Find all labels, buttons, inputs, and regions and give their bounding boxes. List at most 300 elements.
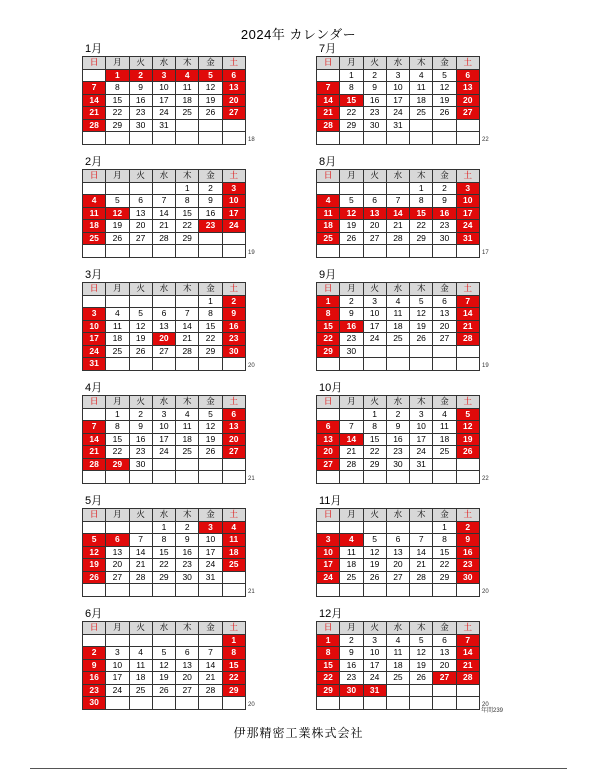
weekday-header: 金	[433, 283, 456, 296]
weekday-header: 月	[106, 283, 129, 296]
holiday-cell: 6	[317, 421, 340, 434]
day-cell: 23	[364, 107, 387, 120]
day-cell: 4	[130, 647, 153, 660]
empty-cell	[317, 697, 340, 710]
holiday-cell: 30	[83, 697, 106, 710]
week-row	[317, 421, 480, 434]
weekday-header-row	[83, 283, 246, 296]
holiday-cell: 1	[317, 296, 340, 309]
week-row	[83, 635, 246, 648]
day-cell: 8	[433, 534, 456, 547]
day-cell: 22	[176, 220, 199, 233]
empty-cell	[176, 358, 199, 371]
week-row	[83, 697, 246, 710]
empty-cell	[340, 183, 363, 196]
day-cell: 14	[199, 660, 222, 673]
holiday-cell: 22	[317, 333, 340, 346]
weekday-header-row	[83, 57, 246, 70]
empty-cell	[410, 584, 433, 597]
empty-cell	[153, 183, 176, 196]
day-cell: 12	[130, 321, 153, 334]
empty-cell	[83, 635, 106, 648]
day-cell: 30	[130, 120, 153, 133]
day-cell: 5	[106, 195, 129, 208]
empty-cell	[106, 296, 129, 309]
holiday-cell: 3	[83, 308, 106, 321]
weekday-header-row	[317, 509, 480, 522]
weekday-header: 月	[340, 57, 363, 70]
holiday-cell: 14	[457, 308, 480, 321]
month-block	[82, 382, 255, 484]
empty-cell	[223, 697, 246, 710]
holiday-cell: 13	[457, 82, 480, 95]
working-day-count: 19	[482, 363, 489, 369]
week-row	[83, 245, 246, 258]
week-row	[83, 534, 246, 547]
day-cell: 25	[410, 107, 433, 120]
empty-cell	[130, 584, 153, 597]
weekday-header: 土	[223, 622, 246, 635]
month-block	[82, 608, 255, 710]
day-cell: 24	[364, 672, 387, 685]
holiday-cell: 11	[223, 534, 246, 547]
empty-cell	[199, 358, 222, 371]
holiday-cell: 18	[223, 547, 246, 560]
working-day-count: 20	[482, 702, 489, 708]
day-cell: 19	[340, 220, 363, 233]
weekday-header: 水	[153, 57, 176, 70]
day-cell: 17	[364, 660, 387, 673]
day-cell: 7	[130, 534, 153, 547]
empty-cell	[410, 522, 433, 535]
empty-cell	[153, 132, 176, 145]
day-cell: 13	[130, 208, 153, 221]
empty-cell	[199, 245, 222, 258]
empty-cell	[176, 245, 199, 258]
holiday-cell: 30	[223, 346, 246, 359]
weekday-header-row	[317, 170, 480, 183]
empty-cell	[199, 635, 222, 648]
day-cell: 16	[364, 95, 387, 108]
day-cell: 10	[364, 308, 387, 321]
day-cell: 24	[410, 446, 433, 459]
weekday-header: 月	[340, 396, 363, 409]
day-cell: 21	[410, 559, 433, 572]
day-cell: 27	[153, 346, 176, 359]
day-cell: 26	[364, 572, 387, 585]
weekday-header-row	[317, 396, 480, 409]
day-cell: 26	[130, 346, 153, 359]
day-cell: 25	[340, 572, 363, 585]
holiday-cell: 2	[457, 522, 480, 535]
day-cell: 11	[340, 547, 363, 560]
weekday-header: 木	[410, 509, 433, 522]
empty-cell	[433, 697, 456, 710]
week-row	[83, 95, 246, 108]
day-cell: 18	[106, 333, 129, 346]
weekday-header: 日	[83, 57, 106, 70]
weekday-header: 火	[364, 622, 387, 635]
week-row	[317, 572, 480, 585]
day-cell: 4	[410, 70, 433, 83]
empty-cell	[176, 132, 199, 145]
day-cell: 14	[176, 321, 199, 334]
week-row	[83, 120, 246, 133]
weekday-header-row	[83, 622, 246, 635]
day-cell: 1	[153, 522, 176, 535]
holiday-cell: 10	[317, 547, 340, 560]
month-label: 7月	[319, 43, 337, 55]
week-row	[317, 471, 480, 484]
holiday-cell: 10	[457, 195, 480, 208]
day-cell: 13	[153, 321, 176, 334]
day-cell: 29	[106, 120, 129, 133]
day-cell: 26	[199, 107, 222, 120]
holiday-cell: 21	[317, 107, 340, 120]
week-row	[83, 471, 246, 484]
day-cell: 22	[106, 446, 129, 459]
week-row	[317, 333, 480, 346]
day-cell: 16	[340, 660, 363, 673]
day-cell: 12	[199, 421, 222, 434]
day-cell: 20	[433, 660, 456, 673]
empty-cell	[364, 697, 387, 710]
holiday-cell: 20	[153, 333, 176, 346]
empty-cell	[317, 471, 340, 484]
day-cell: 18	[387, 321, 410, 334]
weekday-header: 火	[130, 622, 153, 635]
day-cell: 27	[364, 233, 387, 246]
weekday-header: 水	[387, 622, 410, 635]
day-cell: 9	[130, 421, 153, 434]
day-cell: 17	[106, 672, 129, 685]
empty-cell	[130, 358, 153, 371]
weekday-header: 金	[199, 509, 222, 522]
holiday-cell: 3	[223, 183, 246, 196]
day-cell: 16	[387, 434, 410, 447]
day-cell: 11	[433, 421, 456, 434]
holiday-cell: 3	[457, 183, 480, 196]
day-cell: 7	[387, 195, 410, 208]
empty-cell	[317, 409, 340, 422]
empty-cell	[223, 233, 246, 246]
week-row	[83, 522, 246, 535]
week-row	[317, 647, 480, 660]
empty-cell	[130, 522, 153, 535]
day-cell: 3	[153, 409, 176, 422]
empty-cell	[457, 584, 480, 597]
day-cell: 15	[106, 95, 129, 108]
empty-cell	[176, 635, 199, 648]
empty-cell	[317, 132, 340, 145]
week-row	[83, 233, 246, 246]
empty-cell	[364, 584, 387, 597]
day-cell: 2	[176, 522, 199, 535]
empty-cell	[199, 233, 222, 246]
holiday-cell: 27	[317, 459, 340, 472]
day-cell: 13	[176, 660, 199, 673]
empty-cell	[83, 522, 106, 535]
day-cell: 18	[130, 672, 153, 685]
weekday-header: 木	[176, 283, 199, 296]
holiday-cell: 21	[457, 321, 480, 334]
working-day-count: 21	[248, 589, 255, 595]
weekday-header: 水	[387, 170, 410, 183]
week-row	[83, 547, 246, 560]
day-cell: 25	[130, 685, 153, 698]
day-cell: 5	[153, 647, 176, 660]
holiday-cell: 18	[317, 220, 340, 233]
empty-cell	[410, 685, 433, 698]
day-cell: 6	[176, 647, 199, 660]
week-row	[83, 647, 246, 660]
day-cell: 23	[433, 220, 456, 233]
holiday-cell: 31	[364, 685, 387, 698]
day-cell: 22	[433, 559, 456, 572]
working-day-count: 17	[482, 250, 489, 256]
day-cell: 27	[106, 572, 129, 585]
empty-cell	[223, 120, 246, 133]
holiday-cell: 14	[340, 434, 363, 447]
week-row	[83, 685, 246, 698]
month-label: 5月	[85, 495, 103, 507]
week-row	[83, 409, 246, 422]
day-cell: 5	[199, 409, 222, 422]
month-grid	[82, 56, 246, 145]
empty-cell	[106, 635, 129, 648]
holiday-cell: 28	[83, 459, 106, 472]
empty-cell	[153, 471, 176, 484]
holiday-cell: 20	[457, 95, 480, 108]
day-cell: 18	[433, 434, 456, 447]
holiday-cell: 17	[457, 208, 480, 221]
empty-cell	[223, 358, 246, 371]
weekday-header-row	[317, 622, 480, 635]
week-row	[317, 409, 480, 422]
holiday-cell: 31	[457, 233, 480, 246]
weekday-header: 金	[199, 283, 222, 296]
empty-cell	[153, 459, 176, 472]
month-block	[316, 608, 489, 710]
weekday-header: 日	[317, 57, 340, 70]
month-label: 2月	[85, 156, 103, 168]
holiday-cell: 8	[223, 647, 246, 660]
weekday-header: 木	[410, 622, 433, 635]
weekday-header: 水	[153, 509, 176, 522]
month-grid	[316, 56, 480, 145]
day-cell: 27	[130, 233, 153, 246]
day-cell: 2	[340, 296, 363, 309]
week-row	[317, 183, 480, 196]
week-row	[83, 296, 246, 309]
weekday-header: 火	[130, 396, 153, 409]
holiday-cell: 15	[317, 321, 340, 334]
weekday-header: 金	[199, 396, 222, 409]
empty-cell	[317, 245, 340, 258]
day-cell: 17	[410, 434, 433, 447]
day-cell: 12	[153, 660, 176, 673]
day-cell: 16	[130, 434, 153, 447]
week-row	[83, 82, 246, 95]
day-cell: 20	[433, 321, 456, 334]
day-cell: 2	[340, 635, 363, 648]
day-cell: 15	[153, 547, 176, 560]
day-cell: 25	[433, 446, 456, 459]
day-cell: 8	[410, 195, 433, 208]
holiday-cell: 1	[223, 635, 246, 648]
empty-cell	[317, 70, 340, 83]
week-row	[317, 107, 480, 120]
empty-cell	[433, 584, 456, 597]
weekday-header: 金	[433, 57, 456, 70]
holiday-cell: 1	[106, 70, 129, 83]
month-block	[82, 156, 255, 258]
day-cell: 28	[410, 572, 433, 585]
day-cell: 13	[387, 547, 410, 560]
weekday-header: 土	[457, 57, 480, 70]
month-grid	[316, 282, 480, 371]
day-cell: 24	[364, 333, 387, 346]
holiday-cell: 27	[457, 107, 480, 120]
empty-cell	[340, 132, 363, 145]
day-cell: 31	[410, 459, 433, 472]
day-cell: 22	[199, 333, 222, 346]
week-row	[317, 534, 480, 547]
holiday-cell: 17	[223, 208, 246, 221]
empty-cell	[223, 245, 246, 258]
week-row	[83, 434, 246, 447]
day-cell: 21	[153, 220, 176, 233]
day-cell: 13	[433, 647, 456, 660]
empty-cell	[83, 132, 106, 145]
weekday-header: 月	[106, 396, 129, 409]
day-cell: 6	[153, 308, 176, 321]
day-cell: 24	[106, 685, 129, 698]
week-row	[317, 660, 480, 673]
day-cell: 10	[387, 82, 410, 95]
empty-cell	[340, 471, 363, 484]
day-cell: 16	[130, 95, 153, 108]
empty-cell	[387, 358, 410, 371]
day-cell: 29	[153, 572, 176, 585]
day-cell: 8	[106, 421, 129, 434]
day-cell: 26	[340, 233, 363, 246]
day-cell: 22	[106, 107, 129, 120]
day-cell: 15	[176, 208, 199, 221]
holiday-cell: 9	[223, 308, 246, 321]
holiday-cell: 24	[223, 220, 246, 233]
holiday-cell: 7	[317, 82, 340, 95]
weekday-header: 木	[176, 509, 199, 522]
weekday-header: 木	[410, 283, 433, 296]
weekday-header: 金	[199, 57, 222, 70]
empty-cell	[106, 522, 129, 535]
day-cell: 11	[176, 82, 199, 95]
holiday-cell: 29	[223, 685, 246, 698]
day-cell: 29	[176, 233, 199, 246]
empty-cell	[223, 572, 246, 585]
month-grid	[316, 508, 480, 597]
empty-cell	[176, 120, 199, 133]
holiday-cell: 13	[223, 82, 246, 95]
day-cell: 1	[340, 70, 363, 83]
month-block	[82, 495, 255, 597]
holiday-cell: 14	[83, 434, 106, 447]
day-cell: 27	[176, 685, 199, 698]
empty-cell	[106, 183, 129, 196]
empty-cell	[340, 409, 363, 422]
weekday-header: 土	[457, 170, 480, 183]
holiday-cell: 22	[317, 672, 340, 685]
day-cell: 26	[410, 333, 433, 346]
day-cell: 17	[364, 321, 387, 334]
month-label: 6月	[85, 608, 103, 620]
holiday-cell: 29	[106, 459, 129, 472]
holiday-cell: 28	[317, 120, 340, 133]
day-cell: 5	[364, 534, 387, 547]
empty-cell	[457, 358, 480, 371]
day-cell: 29	[433, 572, 456, 585]
week-row	[83, 321, 246, 334]
week-row	[317, 522, 480, 535]
holiday-cell: 17	[317, 559, 340, 572]
page-title: 2024年 カレンダー	[240, 27, 357, 42]
empty-cell	[106, 132, 129, 145]
weekday-header: 火	[130, 170, 153, 183]
day-cell: 18	[176, 95, 199, 108]
weekday-header: 水	[153, 170, 176, 183]
weekday-header: 水	[153, 283, 176, 296]
holiday-cell: 14	[83, 95, 106, 108]
month-grid	[82, 508, 246, 597]
weekday-header: 火	[364, 57, 387, 70]
day-cell: 27	[387, 572, 410, 585]
empty-cell	[83, 245, 106, 258]
day-cell: 29	[340, 120, 363, 133]
empty-cell	[387, 685, 410, 698]
day-cell: 8	[364, 421, 387, 434]
month-grid	[82, 282, 246, 371]
day-cell: 28	[199, 685, 222, 698]
day-cell: 28	[176, 346, 199, 359]
day-cell: 2	[130, 409, 153, 422]
weekday-header-row	[83, 396, 246, 409]
day-cell: 21	[387, 220, 410, 233]
empty-cell	[364, 346, 387, 359]
empty-cell	[83, 584, 106, 597]
day-cell: 16	[176, 547, 199, 560]
empty-cell	[457, 685, 480, 698]
holiday-cell: 3	[153, 70, 176, 83]
day-cell: 31	[153, 120, 176, 133]
empty-cell	[387, 522, 410, 535]
day-cell: 1	[176, 183, 199, 196]
holiday-cell: 24	[83, 346, 106, 359]
working-day-count: 21	[248, 476, 255, 482]
empty-cell	[340, 358, 363, 371]
month-label: 3月	[85, 269, 103, 281]
weekday-header: 金	[433, 170, 456, 183]
day-cell: 23	[387, 446, 410, 459]
day-cell: 15	[433, 547, 456, 560]
day-cell: 19	[153, 672, 176, 685]
week-row	[317, 120, 480, 133]
day-cell: 30	[387, 459, 410, 472]
holiday-cell: 6	[223, 409, 246, 422]
month-block	[316, 156, 489, 258]
day-cell: 26	[410, 672, 433, 685]
weekday-header-row	[317, 57, 480, 70]
